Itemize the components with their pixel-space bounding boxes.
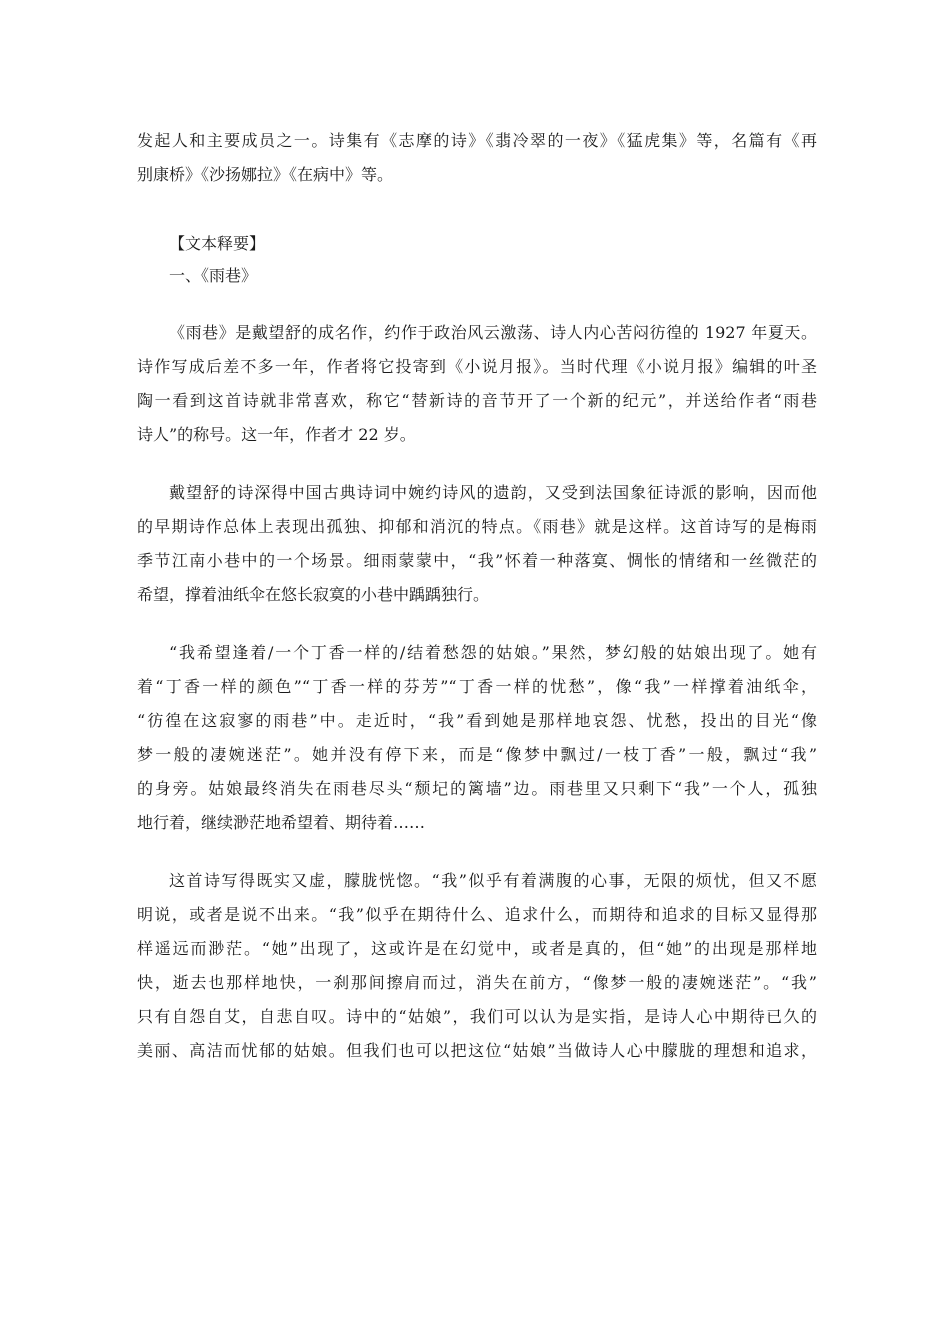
text-line: 别康桥》《沙扬娜拉》《在病中》等。 <box>137 165 394 184</box>
text-line: 的身旁。姑娘最终消失在雨巷尽头“颓圮的篱墙”边。雨巷里又只剩下“我”一个人，孤独 <box>137 779 817 798</box>
section-title: 【文本释要】 <box>169 234 266 253</box>
body-paragraph <box>137 864 817 1068</box>
text-line: 快，逝去也那样地快，一刹那间擦肩而过，消失在前方，“像梦一般的凄婉迷茫”。“我” <box>137 973 817 992</box>
text-line: 《雨巷》是戴望舒的成名作，约作于政治风云激荡、诗人内心苦闷彷徨的 1927 年夏天。 <box>169 323 817 342</box>
body-paragraph <box>137 636 817 840</box>
text-line: 明说，或者是说不出来。“我”似乎在期待什么、追求什么，而期待和追求的目标又显得那 <box>137 905 817 924</box>
text-line: 着“丁香一样的颜色”“丁香一样的芬芳”“丁香一样的忧愁”，像“我”一样撑着油纸伞， <box>137 677 817 696</box>
document-page <box>137 124 817 1068</box>
text-line: 只有自怨自艾，自悲自叹。诗中的“姑娘”，我们可以认为是实指，是诗人心中期待已久的 <box>137 1007 817 1026</box>
body-paragraph <box>137 316 817 452</box>
text-line: 梦一般的凄婉迷茫”。她并没有停下来，而是“像梦中飘过/一枝丁香”一般，飘过“我” <box>137 745 817 764</box>
text-line: 戴望舒的诗深得中国古典诗词中婉约诗风的遗韵，又受到法国象征诗派的影响，因而他 <box>169 483 817 502</box>
text-line: 样遥远而渺茫。“她”出现了，这或许是在幻觉中，或者是真的，但“她”的出现是那样地 <box>137 939 817 958</box>
intro-paragraph <box>137 124 817 192</box>
text-line: 诗人”的称号。这一年，作者才 22 岁。 <box>137 425 416 444</box>
text-line: 诗作写成后差不多一年，作者将它投寄到《小说月报》。当时代理《小说月报》编辑的叶圣 <box>137 357 817 376</box>
text-line: 这首诗写得既实又虚，朦胧恍惚。“我”似乎有着满腹的心事，无限的烦忧，但又不愿 <box>169 871 817 890</box>
text-line: “我希望逢着/一个丁香一样的/结着愁怨的姑娘。”果然，梦幻般的姑娘出现了。她有 <box>169 643 817 662</box>
text-line: 地行着，继续渺茫地希望着、期待着…… <box>137 813 426 832</box>
text-line: 陶一看到这首诗就非常喜欢，称它“替新诗的音节开了一个新的纪元”，并送给作者“雨巷 <box>137 391 817 410</box>
text-line: 美丽、高洁而忧郁的姑娘。但我们也可以把这位“姑娘”当做诗人心中朦胧的理想和追求， <box>137 1041 817 1060</box>
text-line: 季节江南小巷中的一个场景。细雨蒙蒙中，“我”怀着一种落寞、惆怅的情绪和一丝微茫的 <box>137 551 817 570</box>
text-line: “彷徨在这寂寥的雨巷”中。走近时，“我”看到她是那样地哀怨、忧愁，投出的目光“像 <box>137 711 817 730</box>
text-line: 的早期诗作总体上表现出孤独、抑郁和消沉的特点。《雨巷》就是这样。这首诗写的是梅雨 <box>137 517 817 536</box>
text-line: 希望，撑着油纸伞在悠长寂寞的小巷中踽踽独行。 <box>137 585 490 604</box>
body-paragraph <box>137 476 817 612</box>
text-line: 发起人和主要成员之一。诗集有《志摩的诗》《翡冷翠的一夜》《猛虎集》等，名篇有《再 <box>137 131 817 150</box>
section-subtitle: 一、《雨巷》 <box>169 266 258 285</box>
